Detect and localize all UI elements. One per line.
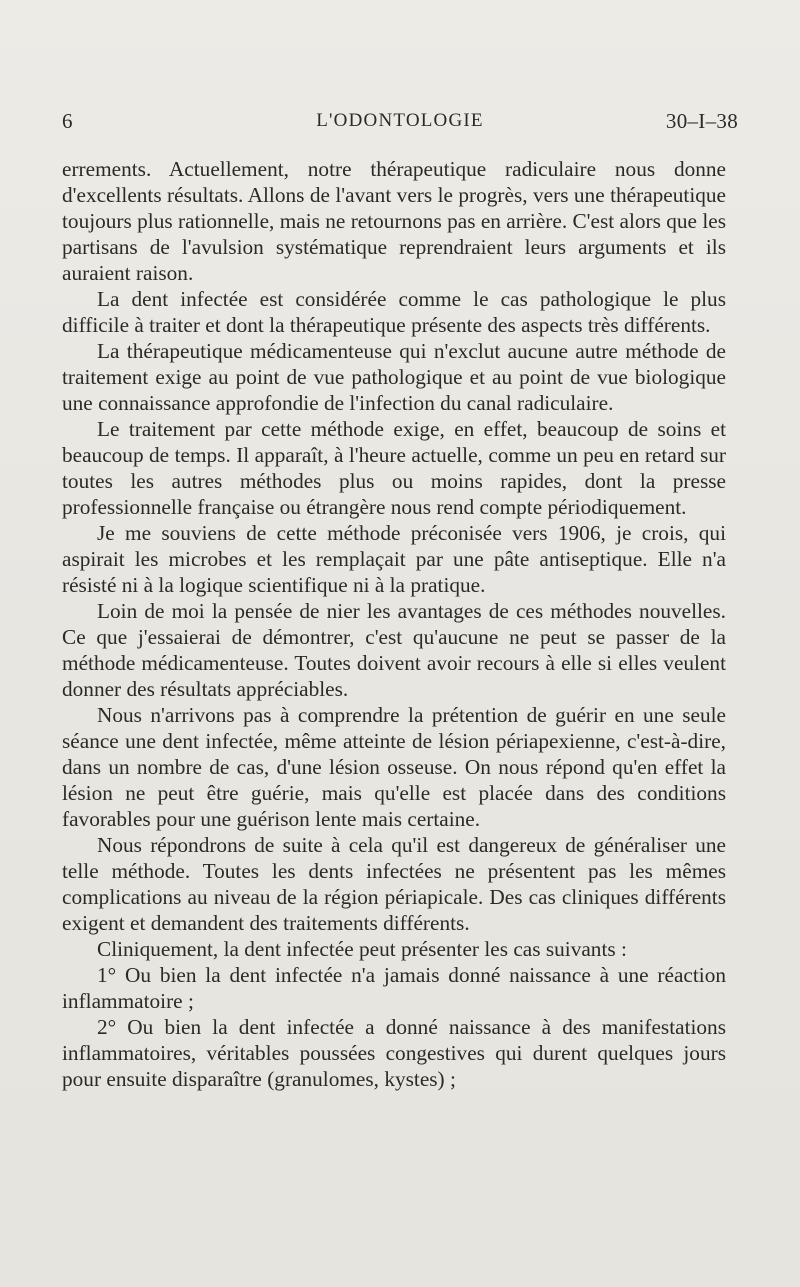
paragraph: La thérapeutique médicamenteuse qui n'exclut aucune autre méthode de traitement exige au point de vue pathologique et au point de vue biologique une connaissance approfondie de l'infection du canal radiculaire. — [62, 339, 726, 415]
paragraph: Je me souviens de cette méthode préconisée vers 1906, je crois, qui aspirait les microbes et les remplaçait par une pâte antiseptique. Elle n'a résisté ni à la logique scientifique ni à la pratique. — [62, 521, 726, 597]
paragraph: La dent infectée est considérée comme le cas pathologique le plus difficile à traiter et dont la thérapeutique présente des aspects très différents. — [62, 287, 726, 337]
body-text — [62, 156, 726, 1092]
list-item-2: 2° Ou bien la dent infectée a donné naissance à des manifestations inflammatoires, véritables poussées congestives qui durent quelques jours pour ensuite disparaître (granulomes, kystes) ; — [62, 1015, 726, 1091]
page-number: 6 — [62, 109, 73, 133]
paragraph-continuation: errements. Actuellement, notre thérapeutique radiculaire nous donne d'excellents résultats. Allons de l'avant vers le progrès, vers une thérapeutique toujours plus rationnelle, mais ne retournons pas en arrière. C'est alors que les partisans de l'avulsion systématique reprendraient leurs arguments et ils auraient raison. — [62, 157, 726, 285]
paragraph: Loin de moi la pensée de nier les avantages de ces méthodes nouvelles. Ce que j'essaierai de démontrer, c'est qu'aucune ne peut se passer de la méthode médicamenteuse. Toutes doivent avoir recours à elle si elles veulent donner des résultats appréciables. — [62, 599, 726, 701]
issue-date: 30–I–38 — [665, 109, 738, 133]
running-head — [62, 104, 738, 138]
paragraph: Nous n'arrivons pas à comprendre la prétention de guérir en une seule séance une dent infectée, même atteinte de lésion périapexienne, c'est-à-dire, dans un nombre de cas, d'une lésion osseuse. On nous répond qu'en effet la lésion ne peut être guérie, mais qu'elle est placée dans des conditions favorables pour une guérison lente mais certaine. — [62, 703, 726, 831]
paragraph: Le traitement par cette méthode exige, en effet, beaucoup de soins et beaucoup de temps. Il apparaît, à l'heure actuelle, comme un peu en retard sur toutes les autres méthodes plus ou moins rapides, dont la presse professionnelle française ou étrangère nous rend compte périodiquement. — [62, 417, 726, 519]
journal-title: L'ODONTOLOGIE — [316, 110, 484, 131]
list-item-1: 1° Ou bien la dent infectée n'a jamais donné naissance à une réaction inflammatoire ; — [62, 963, 726, 1013]
paragraph: Nous répondrons de suite à cela qu'il est dangereux de généraliser une telle méthode. Toutes les dents infectées ne présentent pas les mêmes complications au niveau de la région périapicale. Des cas cliniques différents exigent et demandent des traitements différents. — [62, 833, 726, 935]
paragraph: Cliniquement, la dent infectée peut présenter les cas suivants : — [97, 937, 627, 961]
